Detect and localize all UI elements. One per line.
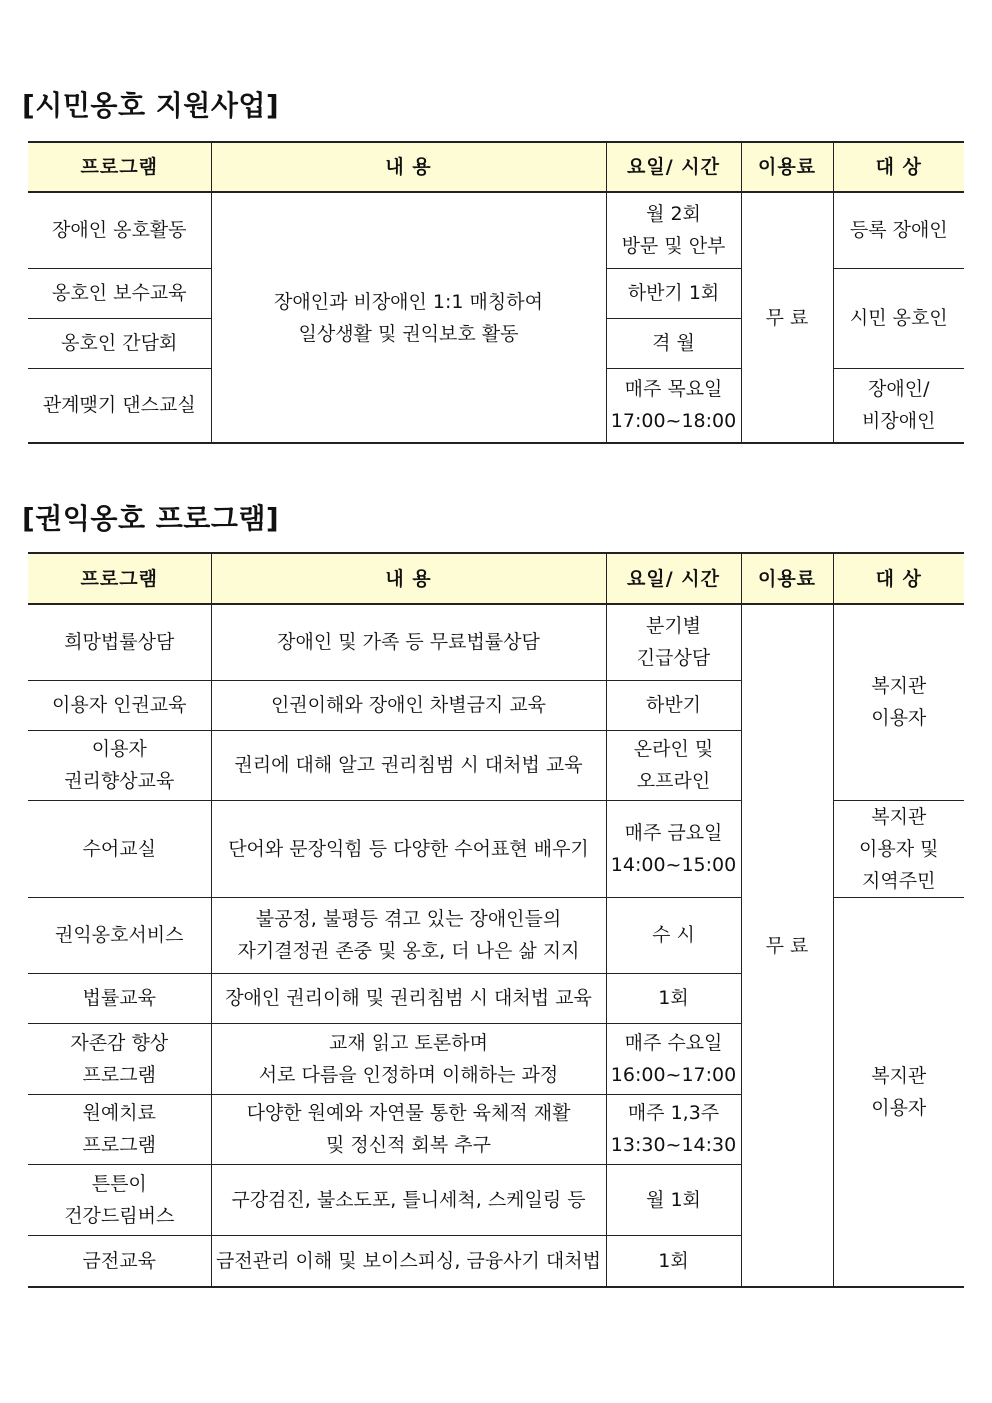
- table-header-row: [28, 553, 964, 604]
- program-cell: [28, 1094, 211, 1164]
- schedule-line: 방문 및 안부: [621, 235, 726, 258]
- header-schedule: 요일/ 시간: [606, 553, 741, 604]
- program-line: 튼튼이: [91, 1172, 147, 1195]
- schedule-cell: [606, 1023, 741, 1094]
- target-line: 복지관: [871, 1064, 927, 1087]
- header-content: 내 용: [211, 553, 606, 604]
- content-line: 장애인과 비장애인 1:1 매칭하여: [274, 290, 543, 313]
- content-cell: [211, 1094, 606, 1164]
- target-line: 이용자 및: [859, 837, 939, 860]
- table-row: [28, 192, 964, 268]
- target-line: 비장애인: [862, 410, 936, 433]
- program-line: 프로그램: [82, 1134, 156, 1156]
- schedule-line: 17:00~18:00: [610, 410, 737, 433]
- target-line: 복지관: [871, 675, 927, 698]
- target-cell: [833, 604, 964, 800]
- content-cell: 금전관리 이해 및 보이스피싱, 금융사기 대처법: [211, 1235, 606, 1287]
- target-line: 이용자: [871, 707, 927, 730]
- header-target: 대 상: [833, 142, 964, 192]
- header-content: 내 용: [211, 142, 606, 192]
- content-cell: 장애인 및 가족 등 무료법률상담: [211, 604, 606, 680]
- program-cell: 수어교실: [28, 800, 211, 897]
- section-title-rights-advocacy: [권익옹호 프로그램]: [22, 502, 280, 535]
- content-cell: [211, 1023, 606, 1094]
- citizen-advocacy-table: [28, 141, 964, 444]
- target-line: 복지관: [871, 805, 927, 828]
- fee-cell: 무 료: [741, 604, 833, 1287]
- schedule-line: 매주 1,3주: [627, 1102, 720, 1124]
- program-line: 건강드림버스: [64, 1204, 175, 1227]
- schedule-line: 매주 금요일: [624, 821, 723, 844]
- table-header-row: [28, 142, 964, 192]
- program-line: 이용자: [91, 738, 147, 760]
- schedule-cell: [606, 730, 741, 800]
- target-cell: 시민 옹호인: [833, 268, 964, 368]
- schedule-cell: [606, 368, 741, 443]
- schedule-line: 월 2회: [646, 203, 701, 226]
- target-cell: 등록 장애인: [833, 192, 964, 268]
- schedule-cell: 1회: [606, 973, 741, 1023]
- content-line: 서로 다름을 인정하며 이해하는 과정: [258, 1063, 559, 1086]
- schedule-cell: 1회: [606, 1235, 741, 1287]
- content-cell: [211, 192, 606, 443]
- content-line: 및 정신적 회복 추구: [326, 1134, 491, 1156]
- target-cell: [833, 800, 964, 897]
- program-line: 프로그램: [82, 1063, 156, 1086]
- schedule-line: 오프라인: [636, 770, 711, 792]
- program-cell: 장애인 옹호활동: [28, 192, 211, 268]
- schedule-line: 매주 목요일: [624, 378, 723, 401]
- program-line: 원예치료: [82, 1102, 156, 1124]
- schedule-line: 매주 수요일: [624, 1031, 723, 1054]
- content-line: 일상생활 및 권익보호 활동: [298, 322, 519, 345]
- content-line: 교재 읽고 토론하며: [329, 1031, 488, 1054]
- schedule-line: 13:30~14:30: [610, 1134, 737, 1156]
- program-cell: 권익옹호서비스: [28, 897, 211, 973]
- target-cell: [833, 897, 964, 1287]
- program-cell: 옹호인 보수교육: [28, 268, 211, 318]
- rights-advocacy-table: [28, 552, 964, 1288]
- program-line: 자존감 향상: [70, 1031, 169, 1054]
- content-cell: 인권이해와 장애인 차별금지 교육: [211, 680, 606, 730]
- header-target: 대 상: [833, 553, 964, 604]
- schedule-cell: 수 시: [606, 897, 741, 973]
- content-cell: 장애인 권리이해 및 권리침범 시 대처법 교육: [211, 973, 606, 1023]
- target-line: 지역주민: [862, 869, 936, 892]
- program-cell: [28, 730, 211, 800]
- schedule-line: 분기별: [645, 615, 702, 638]
- header-program: 프로그램: [28, 553, 211, 604]
- content-cell: 구강검진, 불소도포, 틀니세척, 스케일링 등: [211, 1164, 606, 1235]
- header-fee: 이용료: [741, 142, 833, 192]
- program-cell: 법률교육: [28, 973, 211, 1023]
- target-line: 장애인/: [868, 378, 930, 401]
- program-cell: 관계맺기 댄스교실: [28, 368, 211, 443]
- schedule-cell: [606, 604, 741, 680]
- content-line: 자기결정권 존중 및 옹호, 더 나은 삶 지지: [237, 940, 580, 962]
- content-line: 불공정, 불평등 겪고 있는 장애인들의: [255, 908, 562, 930]
- program-cell: [28, 1023, 211, 1094]
- schedule-cell: [606, 800, 741, 897]
- schedule-line: 긴급상담: [636, 647, 711, 670]
- program-cell: 금전교육: [28, 1235, 211, 1287]
- program-line: 권리향상교육: [64, 770, 175, 792]
- schedule-line: 온라인 및: [633, 738, 714, 760]
- schedule-cell: 월 1회: [606, 1164, 741, 1235]
- content-cell: 권리에 대해 알고 권리침범 시 대처법 교육: [211, 730, 606, 800]
- target-cell: [833, 368, 964, 443]
- content-line: 다양한 원예와 자연물 통한 육체적 재활: [246, 1102, 571, 1124]
- header-schedule: 요일/ 시간: [606, 142, 741, 192]
- program-cell: 이용자 인권교육: [28, 680, 211, 730]
- schedule-cell: 하반기: [606, 680, 741, 730]
- schedule-line: 14:00~15:00: [610, 853, 737, 876]
- header-program: 프로그램: [28, 142, 211, 192]
- schedule-line: 16:00~17:00: [610, 1063, 737, 1086]
- schedule-cell: [606, 192, 741, 268]
- fee-cell: 무 료: [741, 192, 833, 443]
- target-line: 이용자: [871, 1096, 927, 1119]
- table-row: [28, 604, 964, 680]
- schedule-cell: 격 월: [606, 318, 741, 368]
- header-fee: 이용료: [741, 553, 833, 604]
- content-cell: [211, 897, 606, 973]
- schedule-cell: 하반기 1회: [606, 268, 741, 318]
- schedule-cell: [606, 1094, 741, 1164]
- program-cell: 희망법률상담: [28, 604, 211, 680]
- program-cell: 옹호인 간담회: [28, 318, 211, 368]
- content-cell: 단어와 문장익힘 등 다양한 수어표현 배우기: [211, 800, 606, 897]
- section-title-citizen-advocacy: [시민옹호 지원사업]: [22, 89, 280, 122]
- program-cell: [28, 1164, 211, 1235]
